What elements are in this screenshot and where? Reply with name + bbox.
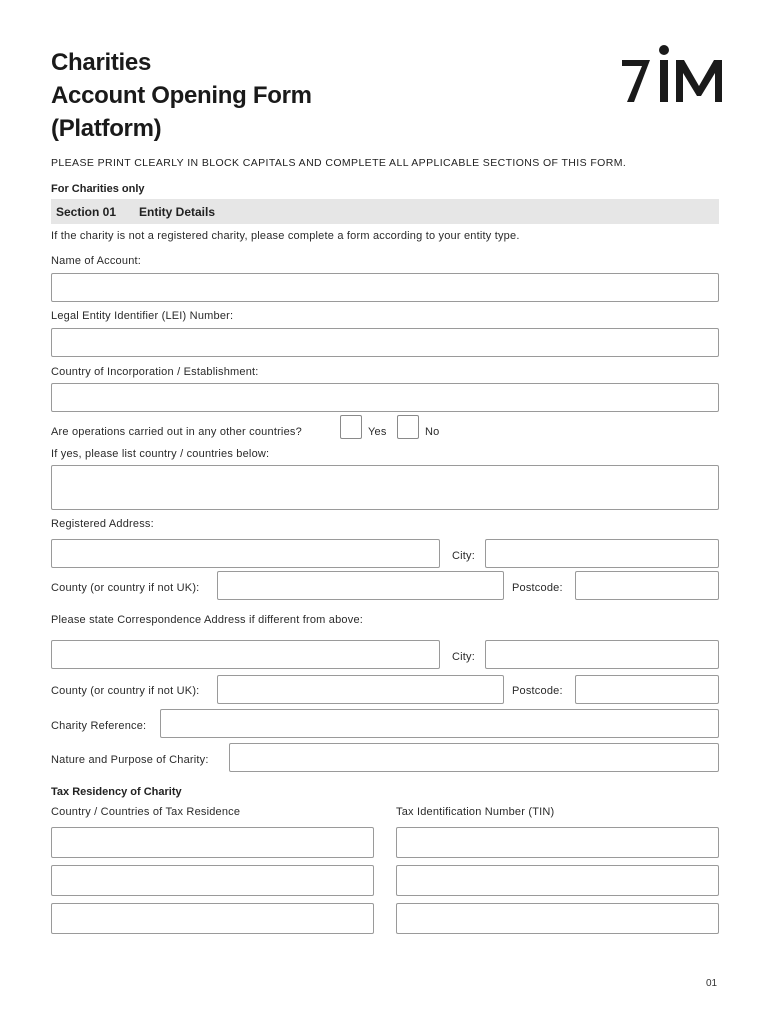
nature-purpose-label: Nature and Purpose of Charity: <box>51 754 209 766</box>
registered-postcode-label: Postcode: <box>512 582 563 594</box>
for-charities-label: For Charities only <box>51 183 145 195</box>
entity-note: If the charity is not a registered charity, please complete a form according to your entity type. <box>51 230 520 242</box>
name-of-account-label: Name of Account: <box>51 255 142 267</box>
registered-county-label: County (or country if not UK): <box>51 582 200 594</box>
form-title <box>51 46 312 145</box>
tin-field-3[interactable] <box>396 903 719 934</box>
correspondence-county-field[interactable] <box>217 675 504 704</box>
registered-postcode-field[interactable] <box>575 571 719 600</box>
registered-county-field[interactable] <box>217 571 504 600</box>
operations-question-label: Are operations carried out in any other countries? <box>51 426 302 438</box>
tax-country-field-1[interactable] <box>51 827 374 858</box>
correspondence-label: Please state Correspondence Address if different from above: <box>51 614 364 626</box>
title-line-2: Account Opening Form <box>51 82 312 109</box>
charity-reference-label: Charity Reference: <box>51 720 147 732</box>
instructions: PLEASE PRINT CLEARLY IN BLOCK CAPITALS AND COMPLETE ALL APPLICABLE SECTIONS OF THIS FORM. <box>51 157 627 169</box>
registered-address-label: Registered Address: <box>51 518 154 530</box>
yes-label: Yes <box>368 426 387 438</box>
section-header <box>51 199 719 224</box>
7im-logo <box>620 42 726 104</box>
yes-checkbox[interactable] <box>340 415 362 439</box>
registered-city-field[interactable] <box>485 539 719 568</box>
list-countries-field[interactable] <box>51 465 719 510</box>
section-number: Section 01 <box>56 205 117 219</box>
title-line-1: Charities <box>51 49 152 76</box>
correspondence-county-label: County (or country if not UK): <box>51 685 200 697</box>
tin-column-label: Tax Identification Number (TIN) <box>396 806 555 818</box>
registered-address-field[interactable] <box>51 539 440 568</box>
name-of-account-field[interactable] <box>51 273 719 302</box>
correspondence-postcode-label: Postcode: <box>512 685 563 697</box>
lei-label: Legal Entity Identifier (LEI) Number: <box>51 310 234 322</box>
tax-country-column-label: Country / Countries of Tax Residence <box>51 806 241 818</box>
correspondence-postcode-field[interactable] <box>575 675 719 704</box>
tin-field-1[interactable] <box>396 827 719 858</box>
page-number: 01 <box>706 978 718 989</box>
tax-country-field-3[interactable] <box>51 903 374 934</box>
no-label: No <box>425 426 440 438</box>
correspondence-address-field[interactable] <box>51 640 440 669</box>
nature-purpose-field[interactable] <box>229 743 719 772</box>
section-title: Entity Details <box>139 205 216 219</box>
charity-reference-field[interactable] <box>160 709 719 738</box>
country-incorporation-label: Country of Incorporation / Establishment: <box>51 366 259 378</box>
correspondence-city-field[interactable] <box>485 640 719 669</box>
tax-country-field-2[interactable] <box>51 865 374 896</box>
title-line-3: (Platform) <box>51 115 162 142</box>
correspondence-city-label: City: <box>452 651 475 663</box>
registered-city-label: City: <box>452 550 475 562</box>
tin-field-2[interactable] <box>396 865 719 896</box>
no-checkbox[interactable] <box>397 415 419 439</box>
country-incorporation-field[interactable] <box>51 383 719 412</box>
lei-field[interactable] <box>51 328 719 357</box>
tax-residency-heading: Tax Residency of Charity <box>51 786 182 798</box>
list-countries-label: If yes, please list country / countries below: <box>51 448 270 460</box>
